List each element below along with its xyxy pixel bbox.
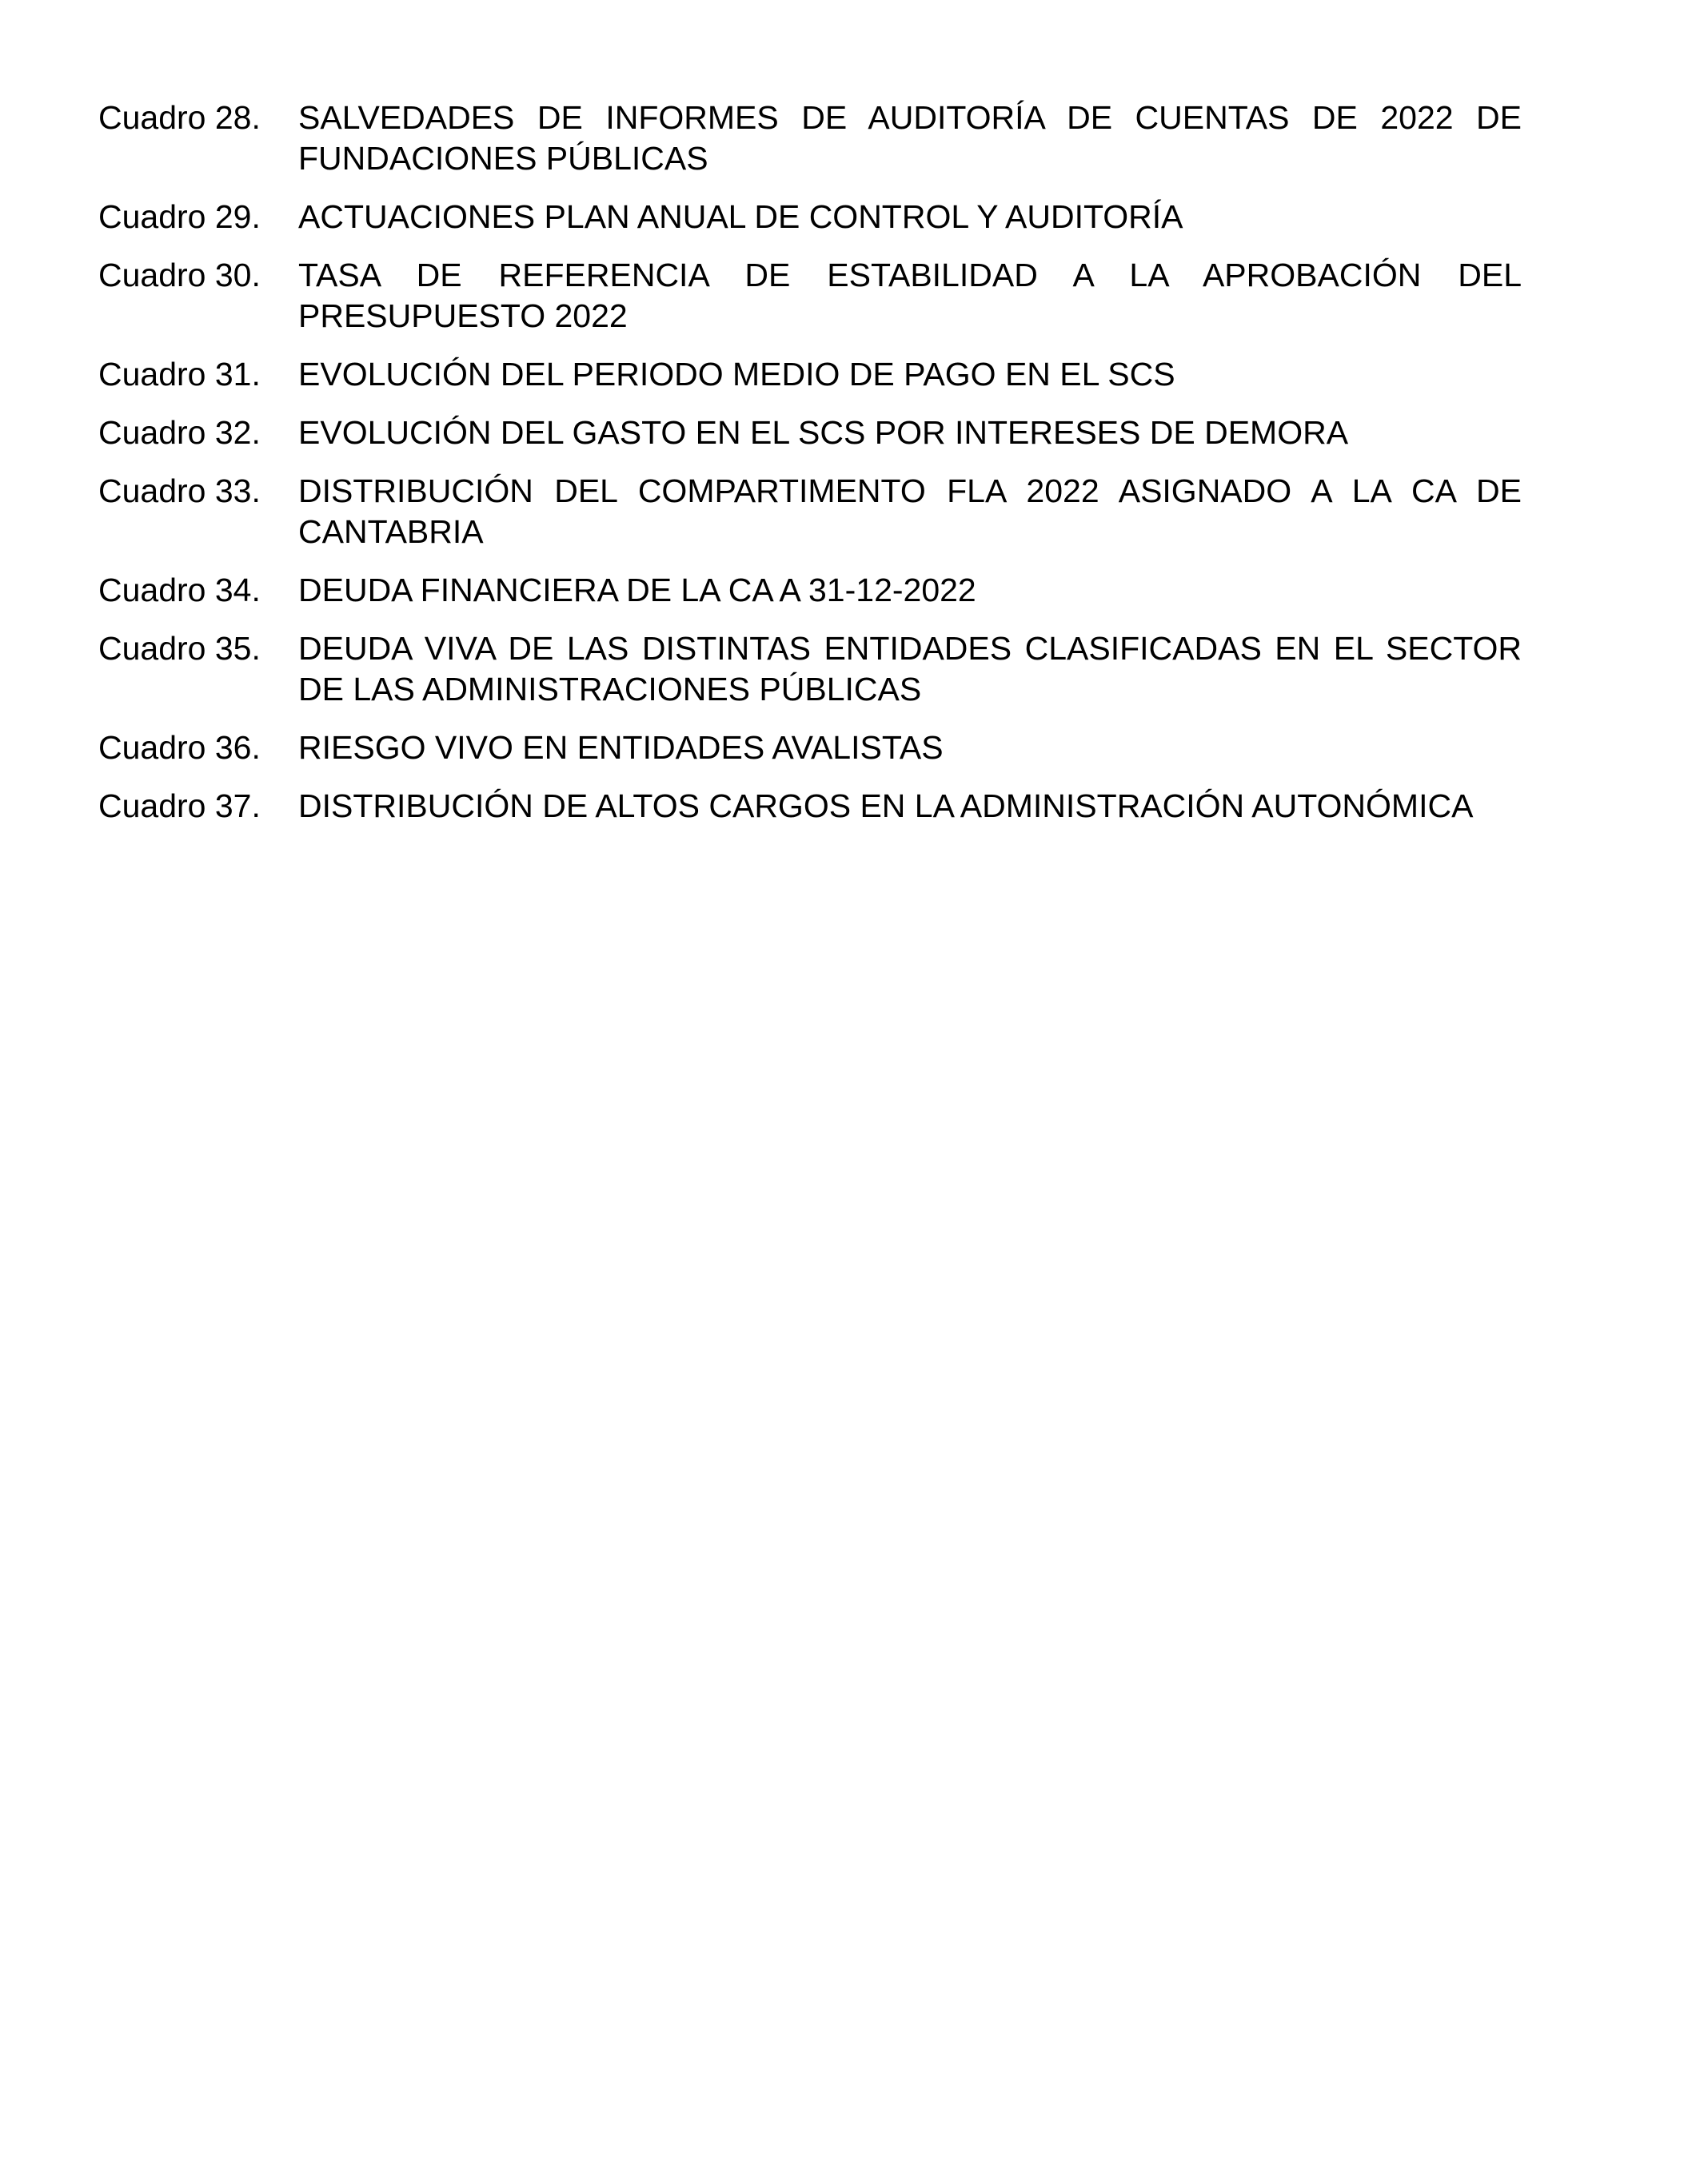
table-title: DISTRIBUCIÓN DE ALTOS CARGOS EN LA ADMINISTRACIÓN AUTONÓMICA	[298, 787, 1474, 824]
table-index-entry	[98, 570, 1522, 611]
table-title: DEUDA FINANCIERA DE LA CA A 31-12-2022	[298, 572, 976, 608]
table-number: Cuadro 37.	[98, 787, 261, 824]
table-title: TASA DE REFERENCIA DE ESTABILIDAD A LA APROBACIÓN DEL PRESUPUESTO 2022	[298, 257, 1522, 334]
table-index-entry	[98, 98, 1522, 179]
table-number: Cuadro 30.	[98, 257, 261, 293]
table-index-list	[98, 98, 1522, 844]
table-index-entry	[98, 786, 1522, 827]
table-title: SALVEDADES DE INFORMES DE AUDITORÍA DE CUENTAS DE 2022 DE FUNDACIONES PÚBLICAS	[298, 99, 1522, 177]
table-number: Cuadro 31.	[98, 356, 261, 393]
table-title: ACTUACIONES PLAN ANUAL DE CONTROL Y AUDITORÍA	[298, 198, 1183, 235]
table-title: DISTRIBUCIÓN DEL COMPARTIMENTO FLA 2022 ASIGNADO A LA CA DE CANTABRIA	[298, 472, 1522, 550]
table-number: Cuadro 35.	[98, 630, 261, 667]
table-number: Cuadro 32.	[98, 414, 261, 451]
table-title: EVOLUCIÓN DEL PERIODO MEDIO DE PAGO EN EL SCS	[298, 356, 1175, 393]
table-title: EVOLUCIÓN DEL GASTO EN EL SCS POR INTERESES DE DEMORA	[298, 414, 1349, 451]
table-title: DEUDA VIVA DE LAS DISTINTAS ENTIDADES CLASIFICADAS EN EL SECTOR DE LAS ADMINISTRACIONES PÚBLICAS	[298, 630, 1522, 707]
table-number: Cuadro 33.	[98, 472, 261, 509]
table-index-entry	[98, 255, 1522, 337]
table-title: RIESGO VIVO EN ENTIDADES AVALISTAS	[298, 729, 944, 766]
table-index-entry	[98, 628, 1522, 710]
table-number: Cuadro 34.	[98, 572, 261, 608]
table-index-entry	[98, 471, 1522, 552]
table-index-entry	[98, 197, 1522, 237]
table-number: Cuadro 28.	[98, 99, 261, 136]
table-number: Cuadro 29.	[98, 198, 261, 235]
table-number: Cuadro 36.	[98, 729, 261, 766]
table-index-entry	[98, 727, 1522, 768]
table-index-entry	[98, 354, 1522, 395]
table-index-entry	[98, 412, 1522, 453]
